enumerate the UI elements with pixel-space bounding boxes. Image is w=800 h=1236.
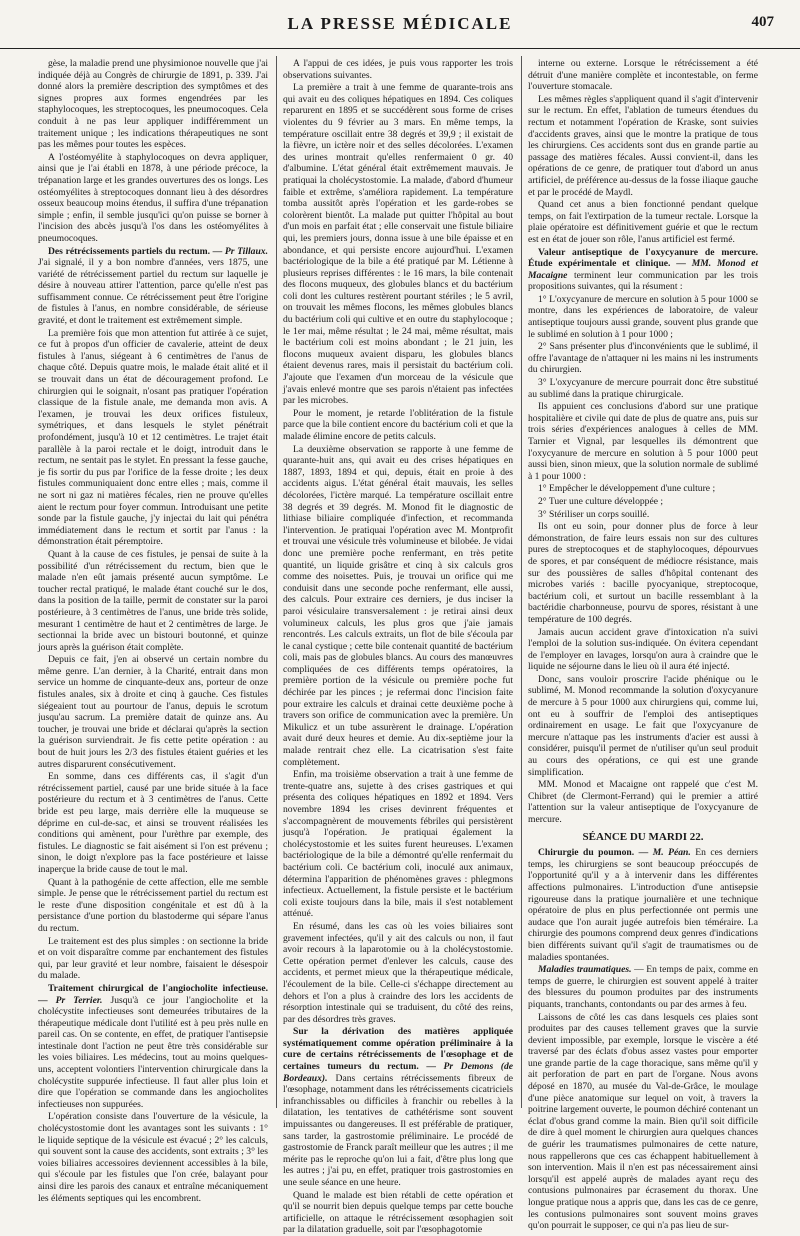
paragraph-lead: terminent leur communication par les trois propositions suivantes, qui la résument :	[528, 269, 758, 293]
paragraph: La première fois que mon attention fut attirée à ce sujet, ce fut à propos d'un officier de cavalerie, atteint de deux fistules à l'anus, siégeant à 6 centimètres de l'anus de chaque côté. Depuis quatre mois, le malade était alité et il se trouvait dans un état de découragement profond. Le chirurgien qui le soignait, n'osant pas pratiquer l'opération classique de la fistule anale, me demanda mon avis. A l'examen, je trouvai les deux orifices fistuleux, symétriques, et dans lesquels le stylet pénétrait profondément, jusqu'à 10 et 12 centimètres. Le trajet était parallèle à la paroi rectale et le doigt, introduit dans le rectum, ne sentait pas le stylet. En pressant la fesse gauche, je fis sortir du pus par l'orifice de la fesse droite ; les deux fistules communiquaient donc entre elles ; mais, comme il ne sort ni gaz ni matières fécales, rien ne prouve qu'elles aient le rectum pour foyer commun. Introduisant une petite sonde par la fistule gauche, j'y injectai du lait qui pénétra immédiatement dans le rectum et sortit par l'anus : la démonstration était péremptoire.	[38, 327, 268, 548]
paragraph: Enfin, ma troisième observation a trait à une femme de trente-quatre ans, sujette à des crises gastriques et qui présenta des coliques hépatiques en 1892 et 1894. Vers novembre 1894 les crises devinrent fréquentes et s'accompagnèrent de mouvements fébriles qui persistèrent jusqu'à l'opération. Je pratiquai également la cholécystostomie et les suites furent heureuses. L'examen bactériologique de la bile a démontré qu'elle renfermait du bactérium coli. Ce bactérium coli, inoculé aux animaux, détermina l'apparition de phénomènes graves : phlegmons infectieux. Actuellement, la fistule persiste et le bactérium coli existe toujours dans la bile, mais il s'est notablement atténué.	[283, 769, 513, 920]
paragraph: Quand cet anus a bien fonctionné pendant quelque temps, on fait l'extirpation de la tumeur rectale. Lorsque la plaie opératoire est définitivement guérie et que le rectum est en état de jouer son rôle, l'anus artificiel est fermé.	[528, 199, 758, 245]
paragraph: Depuis ce fait, j'en ai observé un certain nombre du même genre. L'an dernier, à la Charité, entrait dans mon service un homme de cinquante-deux ans, porteur de onze fistules anales, six à droite et cinq à gauche. Ces fistules siégeaient tout au pourtour de l'anus, depuis le scrotum jusqu'au sacrum. La première datait de quinze ans. Au toucher, je trouvai une bride et déclarai qu'après la section la guérison surviendrait. Je fis cette petite opération : au bout de huit jours les 2/3 des fistules étaient guéries et les autres disparurent consécutivement.	[38, 654, 268, 770]
paragraph: La première a trait à une femme de quarante-trois ans qui avait eu des coliques hépatiques en 1894. Ces coliques reparurent en 1895 et se succédèrent sous forme de crises violentes du 9 février au 3 mars. En même temps, la température oscillait entre 38 degrés et 39,9 ; il existait de la fièvre, un ictère noir et des selles décolorées. L'examen des urines montrait qu'elles renfermaient 0 gr. 40 d'albumine. L'état général était extrêmement mauvais. Je pratiquai la cholécystostomie. La malade, d'abord d'humeur faible et extrême, s'améliora rapidement. La température tomba aussitôt après l'opération et les garde-robes se colorèrent bientôt. La malade put quitter l'hôpital au bout d'un mois en parfait état ; elle conservait une fistule biliaire qui, les premiers jours, donna issue à une bile épaisse et en abondance, et qui persiste encore aujourd'hui. L'examen bactériologique de la bile a été pratiqué par M. Létienne à plusieurs reprises différentes : le 16 mars, la bile contenait des flocons muqueux, des globules blancs et du bactérium coli dont les cultures restèrent pourtant stériles ; le 5 avril, on trouvait les mêmes flocons, les mêmes globules blancs du bactérium coli qui cultive et en outre du staphylocoque ; le 1er mai, même résultat ; le 24 mai, même résultat, mais le bactérium coli est moins abondant ; le 21 juin, les flocons muqueux avaient disparu, les globules blancs étaient devenus rares, mais il persistait du bactérium coli. J'ajoute que l'examen d'un morceau de la vésicule que j'avais enlevé montre que ses parois n'étaient pas infectées par les microbes.	[283, 82, 513, 407]
column-right	[528, 58, 759, 1232]
paragraph-lead: Dans certains rétrécissements fibreux de l'œsophage, notamment dans les rétrécissements cicatriciels infranchissables ou difficiles à franchir ou rebelles à la dilatation, les tentatives de cathétérisme sont souvent impuissantes ou dangereuses. Il est préférable de pratiquer, sans tarder, la gastrostomie préliminaire. Le procédé de gastrostomie de Franck paraît meilleur que les autres ; il me mérite pas le reproche qu'on lui a fait, d'être plus long que les autres ; j'ai pu, en effet, pratiquer trois gastrostomies en une seule séance en une heure.	[283, 1072, 513, 1188]
article-heading	[528, 847, 758, 963]
article-heading	[528, 247, 758, 293]
paragraph: MM. Monod et Macaigne ont rappelé que c'est M. Chibret (de Clermont-Ferrand) qui le premier a attiré l'attention sur la valeur antiseptique de l'oxycyanure de mercure.	[528, 779, 758, 825]
paragraph: gèse, la maladie prend une physimionoe nouvelle que j'ai indiquée déjà au Congrès de chirurgie de 1891, p. 339. J'ai donné alors la première description des symptômes et des signes propres aux formes engendrées par les staphylocoques, les streptocoques, les pneumocoques. Cela conduit à ne pas leur appliquer indifféremment un traitement unique ; les indications thérapeutiques ne sont pas les mêmes pour toutes les espèces.	[38, 58, 268, 151]
paragraph: interne ou externe. Lorsque le rétrécissement a été détruit d'une manière complète et incontestable, on ferme l'ouverture stomacale.	[528, 58, 758, 93]
journal-title: LA PRESSE MÉDICALE	[287, 14, 513, 33]
section-title: SÉANCE DU MARDI 22.	[582, 830, 704, 843]
paragraph	[528, 964, 758, 1010]
article-heading	[38, 983, 268, 1111]
heading-author: M. Péan.	[652, 847, 691, 859]
paragraph: Donc, sans vouloir proscrire l'acide phénique ou le sublimé, M. Monod recommande la solution d'oxycyanure de mercure à 5 pour 1000 aux chirurgiens qui, comme lui, ont eu à souffrir de l'emploi des antiseptiques ordinairement en usage. Le fait que l'oxycyanure de mercure n'attaque pas les instruments d'acier est aussi à considérer, puisqu'il permet de n'utiliser qu'un seul produit au cours des opérations, ce qui est une grande simplification.	[528, 673, 758, 778]
paragraph: Ils appuient ces conclusions d'abord sur une pratique hospitalière et civile qui date de plus de quatre ans, puis sur trois séries d'expériences analogues à celles de MM. Tarnier et Vignal, par lesquelles ils démontrent que l'oxycyanure de mercure en solution à 5 pour 1000 peut aussi bien, sinon mieux, que la solution normale de sublimé à 1 pour 1000 :	[528, 401, 758, 482]
paragraph: Quant à la pathogénie de cette affection, elle me semble simple. Je pense que le rétrécissement partiel du rectum est le reste d'une disposition congénitale et est dû à la persistance d'une portion du blastoderme qui sépare l'anus du rectum.	[38, 876, 268, 934]
heading-title: Traitement chirurgical de l'angiocholite infectieuse. —	[38, 982, 268, 1006]
paragraph: La deuxième observation se rapporte à une femme de quarante-huit ans, qui avait eu des crises hépatiques en 1887, 1893, 1894 et qui, depuis, était en proie à des accidents aigus. L'état général était mauvais, les selles décolorées, l'ictère marqué. La température oscillait entre 38 degrés et 39 degrés. M. Monod fit le diagnostic de lithiase biliaire compliquée d'infection, et recommanda l'intervention. Je pratiquai l'opération avec M. Montprofit et trouvai une vésicule très volumineuse et bilobée. Je vidai donc une première poche renfermant, en très petite quantité, un liquide grisâtre et cinq à six calculs gros comme des noisettes. Puis, je trouvai un orifice qui me conduisit dans une seconde poche renfermant, elle aussi, des calculs. Pour extraire ces derniers, je dus inciser la paroi vésiculaire transversalement : je retirai ainsi deux volumineux calculs, les plus gros que j'aie jamais rencontrés. Les calculs extraits, un flot de bile s'écoula par le canal cystique ; cette bile contenait quantité de bactérium coli, mais pas de globules blancs. Au cours des manœuvres compliquées de ces différents temps opératoires, la première portion de la vésicule ou première poche fut déchirée par les pinces ; je refermai donc l'incision faite pour extraire les calculs et drainai cette deuxième poche à travers son orifice de communication avec la première. Un Mikulicz et un tube assurèrent le drainage. L'opération avait duré deux heures et demie. Au dix-septième jour la malade rentrait chez elle. La cicatrisation s'est faite complètement.	[283, 443, 513, 768]
heading-title: Des rétrécissements partiels du rectum. —	[48, 245, 223, 257]
article-heading	[38, 246, 268, 327]
article-heading	[283, 1026, 513, 1188]
heading-author: MM. Monod et Macaigne	[528, 258, 758, 281]
paragraph-lead: Jusqu'à ce jour l'angiocholite et la cholécystite infectieuses sont demeurées tributaires de la thérapeutique médicale dont l'utilité est à peu près nulle en pareil cas. On se contente, en effet, de pratiquer l'antisepsie intestinale dont l'action ne peut être très considérable sur les voies biliaires. Les médecins, tout au moins quelques-uns, acceptent volontiers l'intervention chirurgicale dans la cholécystite suppurée infectieuse. Il faut aller plus loin et dire que l'opération se commande dans les angiocholites infectieuses non suppurées.	[38, 994, 268, 1110]
paragraph-lead: J'ai signalé, il y a bon nombre d'années, vers 1875, une variété de rétrécissement partiel du rectum sur laquelle je désire à nouveau attirer l'attention, parce qu'elle n'est pas suffisamment connue. Ce rétrécissement peut être l'origine de fistules à l'anus, en nombre considérable, de sérieuse gravité, et dont le traitement est extrêmement simple.	[38, 257, 268, 327]
paragraph: Les mêmes règles s'appliquent quand il s'agit d'intervenir sur le rectum. En effet, l'ablation de tumeurs étendues du rectum et notamment l'opération de Kraske, sont suivies d'accidents graves, ainsi que le montre la pratique de tous les chirurgiens. Ces accidents sont dus en grande partie au passage des matières fécales. Aussi convient-il, dans les opérations de ce genre, de pratiquer tout d'abord un anus artificiel, de préférence au-dessus de la fosse iliaque gauche et par le procédé de Maydl.	[528, 93, 758, 198]
paragraph: 1° L'oxycyanure de mercure en solution à 5 pour 1000 se montre, dans les expériences de laboratoire, de valeur antiseptique toujours aussi grande, souvent plus grande que le sublimé en solution à 1 pour 1000 ;	[528, 293, 758, 340]
paragraph: 2° Sans présenter plus d'inconvénients que le sublimé, il offre l'avantage de n'attaquer ni les mains ni les instruments du chirurgien.	[528, 341, 758, 376]
heading-author: Pr Demons (de Bordeaux).	[283, 1061, 514, 1084]
paragraph-lead: — En temps de paix, comme en temps de guerre, le chirurgien est souvent appelé à traiter des blessures du poumon produites par des instruments piquants, tranchants, contondants ou par des armes à feu.	[528, 964, 759, 1010]
paragraph: Le traitement est des plus simples : on sectionne la bride et on voit disparaître comme par enchantement des fistules qui, par leur gravité et leur nombre, faisaient le désespoir du malade.	[38, 935, 268, 982]
paragraph: En résumé, dans les cas où les voies biliaires sont gravement infectées, qu'il y ait des calculs ou non, il faut avoir recours à la laparotomie ou à la cholécystostomie. Cette opération permet d'enlever les calculs, cause des accidents, et permet mieux que la thérapeutique médicale, l'écoulement de la bile. Celle-ci s'échappe directement au dehors et l'on a plus à craindre des lors les accidents de résorption intestinale qui se traduisent, du côté des reins, par des désordres très graves.	[283, 920, 513, 1025]
heading-title: Sur la dérivation des matières appliquée systématiquement comme opération préliminaire à la cure de certains rétrécissements de l'œsophage et de certaines tumeurs du rectum. —	[283, 1026, 513, 1073]
column-rule-left	[276, 56, 277, 1108]
paragraph: Quand le malade est bien rétabli de cette opération et qu'il se nourrit bien depuis quelque temps par cette bouche artificielle, on attaque le rétrécissement œsophagien soit par la dilatation graduelle, soit par l'œsophagotomie	[283, 1189, 513, 1236]
column-rule-right	[521, 56, 522, 1108]
page-number: 407	[751, 14, 774, 30]
paragraph: 3° L'oxycyanure de mercure pourrait donc être substitué au sublimé dans la pratique chirurgicale.	[528, 377, 758, 400]
paragraph: A l'appui de ces idées, je puis vous rapporter les trois observations suivantes.	[283, 58, 513, 81]
heading-author: Pr Terrier.	[55, 994, 103, 1006]
column-middle	[283, 58, 514, 1236]
subheading: Maladies traumatiques.	[538, 964, 632, 976]
paragraph: A l'ostéomyélite à staphylocoques on devra appliquer, ainsi que je l'ai établi en 1878, à une période précoce, la trépanation large et les grandes ouvertures des os longs. Les ostéomyélites à streptocoques donnant lieu à des désordres osseux beaucoup moins étendus, il suffira d'une trépanation simple ; enfin, il semble jusqu'ici qu'on puisse se borner à l'incision des abcès jusqu'à l'os dans les ostéomyélites à pneumocoques.	[38, 151, 269, 244]
paragraph: Ils ont eu soin, pour donner plus de force à leur démonstration, de faire leurs essais non sur des cultures pures de streptocoques et de staphylocoques, dépourvues de spores, et par conséquent de médiocre résistance, mais sur des poussières de salles d'hôpital contenant des microbes variés : bacille pyocyanique, streptocoque, bactérium coli, et surtout un bacille ressemblant à la bactéridie charbonneuse, pourvu de spores, résistant à une température de 100 degrés.	[528, 521, 758, 625]
paragraph: Quant à la cause de ces fistules, je pensai de suite à la possibilité d'un rétrécissement du rectum, bien que le malade n'en eût jamais présenté aucun symptôme. Le toucher rectal pratiqué, le malade étant couché sur le dos, dans la position de la taille, permit de constater sur la paroi postérieure, à 3 centimètres de l'anus, une bride très solide, mesurant 1 centimètre de haut et 2 centimètres de large. Je sectionnai la bride avec un bistouri boutonné, et quinze jours après la guérison était complète.	[38, 548, 268, 653]
paragraph: Laissons de côté les cas dans lesquels ces plaies sont produites par des causes tellement graves que la survie devient impossible, par exemple, lorsque le viscère a été traversé par des éclats d'obus assez vastes pour emporter une grande partie de la cage thoracique, sans même qu'il y ait perforation de part en part de l'organe. Nous avons déposé en 1870, au musée du Val-de-Grâce, le moulage d'une pièce anatomique sur lequel on voit, à travers la poitrine largement ouverte, le poumon déchiré contenant un éclat d'obus grand comme la main. Bien qu'il soit difficile de dire à quel moment le chirurgien aura quelques chances de guérir les traumatismes pulmonaires de cette nature, nous rappellerons que ces cas échappent habituellement à son intervention. Mais il n'en est pas nécessairement ainsi lorsqu'il est appelé auprès de malades ayant reçu des contusions pulmonaires par écrasement du thorax. Une longue pratique nous a appris que, dans les cas de ce genre, les contusions pulmonaires sont souvent moins graves qu'on pourrait le supposer, ce qui n'a pas lieu de sur-	[528, 1011, 758, 1232]
heading-author: Pr Tillaux.	[224, 245, 268, 257]
paragraph: Jamais aucun accident grave d'intoxication n'a suivi l'emploi de la solution sus-indiquée. On évitera cependant de l'employer en lavages, lorsqu'on aura à craindre que le liquide ne séjourne dans le lieu où il aura été injecté.	[528, 626, 758, 673]
heading-title: Valeur antiseptique de l'oxycyanure de mercure. Étude expérimentale et clinique. —	[528, 246, 758, 270]
column-left	[38, 58, 269, 1204]
paragraph: L'opération consiste dans l'ouverture de la vésicule, la cholécystostomie dont les avantages sont les suivants : 1° le liquide septique de la vésicule est évacué ; 2° les calculs, qui souvent sont la cause des accidents, sont extraits ; 3° les voies biliaires accessoires deviennent accessibles à la bile, qui s'écoule par les fistules que l'on crée, balayant pour ainsi dire les parois des canaux et entraîne mécaniquement les éléments septiques qui les encombrent.	[38, 1111, 268, 1204]
page-header	[0, 0, 800, 49]
heading-title: Chirurgie du poumon. —	[538, 847, 649, 859]
paragraph: En somme, dans ces différents cas, il s'agit d'un rétrécissement partiel, causé par une bride située à la face postérieure du rectum et à 3 centimètres de l'anus. Cette bride est peu large, mais derrière elle la muqueuse se déprime en cul-de-sac, et ainsi se trouvent réalisées les conditions qui amènent, pour l'urèthre par exemple, des fistules. Le diagnostic se fait aisément si l'on est prévenu ; sinon, le doigt n'explore pas la face postérieure et laisse inaperçue la bride cause de tout le mal.	[38, 771, 268, 875]
paragraph: 1° Empêcher le développement d'une culture ;	[538, 483, 716, 495]
paragraph: 3° Stériliser un corps souillé.	[538, 508, 650, 520]
paragraph: Pour le moment, je retarde l'oblitération de la fistule parce que la bile contient encore du bactérium coli et que la malade élimine encore de petits calculs.	[283, 407, 513, 442]
paragraph: 2° Tuer une culture développée ;	[538, 495, 664, 507]
paragraph-lead: En ces derniers temps, les chirurgiens se sont beaucoup préoccupés de l'opportunité qu'il y a à intervenir dans les différentes affections pulmonaires. L'introduction d'une antisepsie rigoureuse dans la pratique journalière et une technique opératoire de plus en plus perfectionnée ont permis une audace que l'on aurait jugée autrefois bien téméraire. La chirurgie des poumons comprend deux genres d'indications bien différents suivant qu'il s'agit de traumatismes ou de maladies spontanées.	[528, 847, 758, 963]
